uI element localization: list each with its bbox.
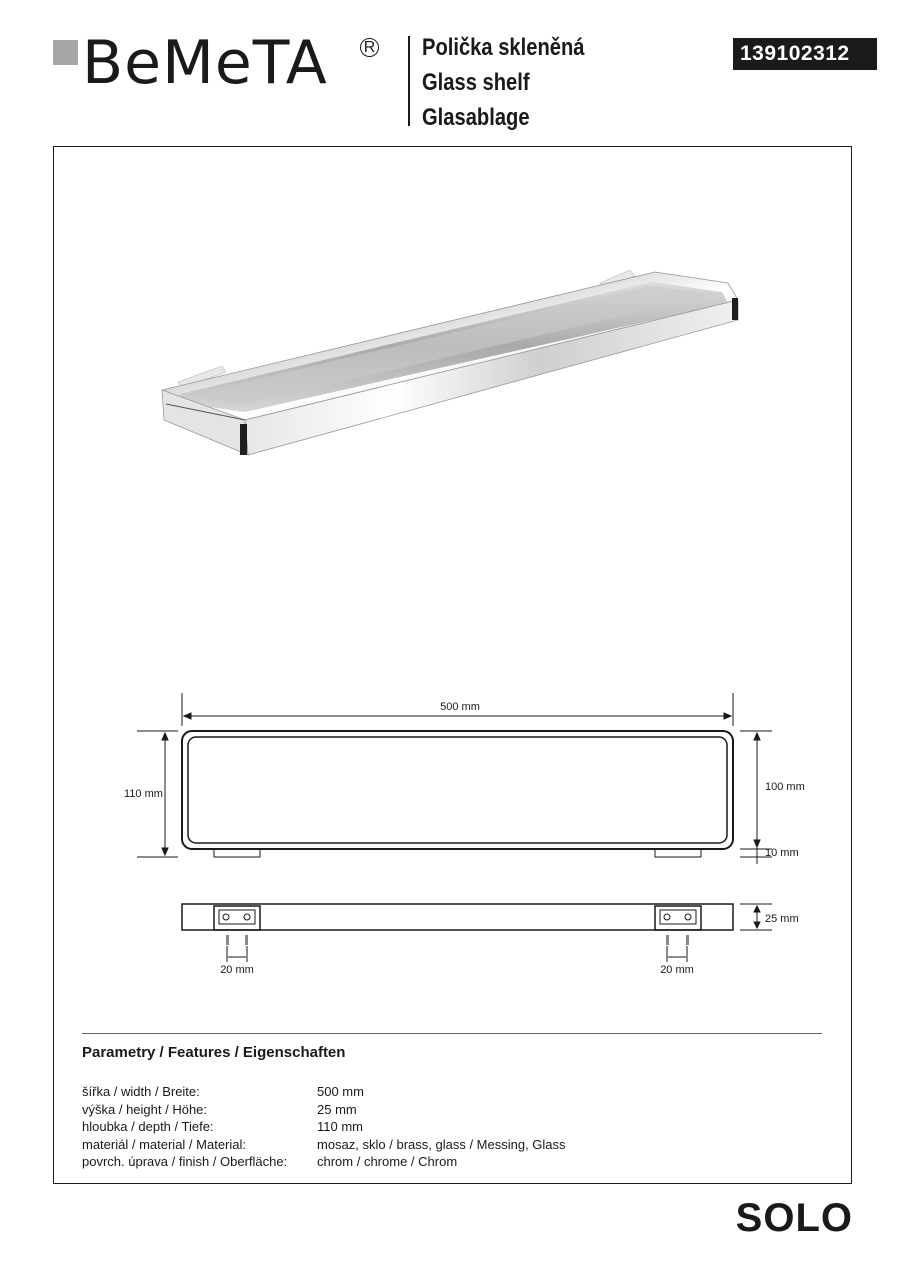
feature-row bbox=[82, 1083, 566, 1101]
feature-value: 25 mm bbox=[317, 1101, 357, 1117]
feature-label: hloubka / depth / Tiefe: bbox=[82, 1119, 214, 1134]
rim-dimension-label: 10 mm bbox=[765, 847, 799, 859]
feature-value: 110 mm bbox=[317, 1119, 363, 1134]
section-divider bbox=[82, 1033, 822, 1034]
registered-mark: R bbox=[360, 38, 379, 57]
width-dimension-label: 500 mm bbox=[440, 701, 480, 713]
features-table bbox=[82, 1083, 566, 1171]
title-cz: Polička skleněná bbox=[422, 34, 585, 61]
feature-label: výška / height / Höhe: bbox=[82, 1101, 208, 1117]
feature-row bbox=[82, 1118, 566, 1136]
glass-depth-dimension-label: 100 mm bbox=[765, 781, 805, 793]
feature-label: materiál / material / Material: bbox=[82, 1136, 246, 1152]
features-heading: Parametry / Features / Eigenschaften bbox=[82, 1044, 346, 1061]
feature-value: chrom / chrome / Chrom bbox=[317, 1154, 458, 1169]
feature-label: povrch. úprava / finish / Oberfläche: bbox=[82, 1154, 288, 1169]
series-name: SOLO bbox=[735, 1196, 853, 1240]
height-dimension-label: 25 mm bbox=[765, 913, 799, 925]
brand-logo: BeMeTA bbox=[82, 28, 328, 98]
feature-row bbox=[82, 1153, 566, 1171]
depth-dimension-label: 110 mm bbox=[124, 788, 163, 800]
title-de: Glasablage bbox=[422, 104, 530, 131]
screw-spacing-right-label: 20 mm bbox=[660, 964, 694, 976]
feature-row bbox=[82, 1101, 566, 1119]
title-en: Glass shelf bbox=[422, 69, 530, 96]
screw-spacing-left-label: 20 mm bbox=[220, 964, 254, 976]
feature-value: mosaz, sklo / brass, glass / Messing, Glass bbox=[317, 1136, 566, 1152]
feature-label: šířka / width / Breite: bbox=[82, 1084, 200, 1099]
feature-value: 500 mm bbox=[317, 1084, 364, 1099]
feature-row bbox=[82, 1136, 566, 1154]
product-code-badge: 139102312 bbox=[733, 38, 877, 70]
